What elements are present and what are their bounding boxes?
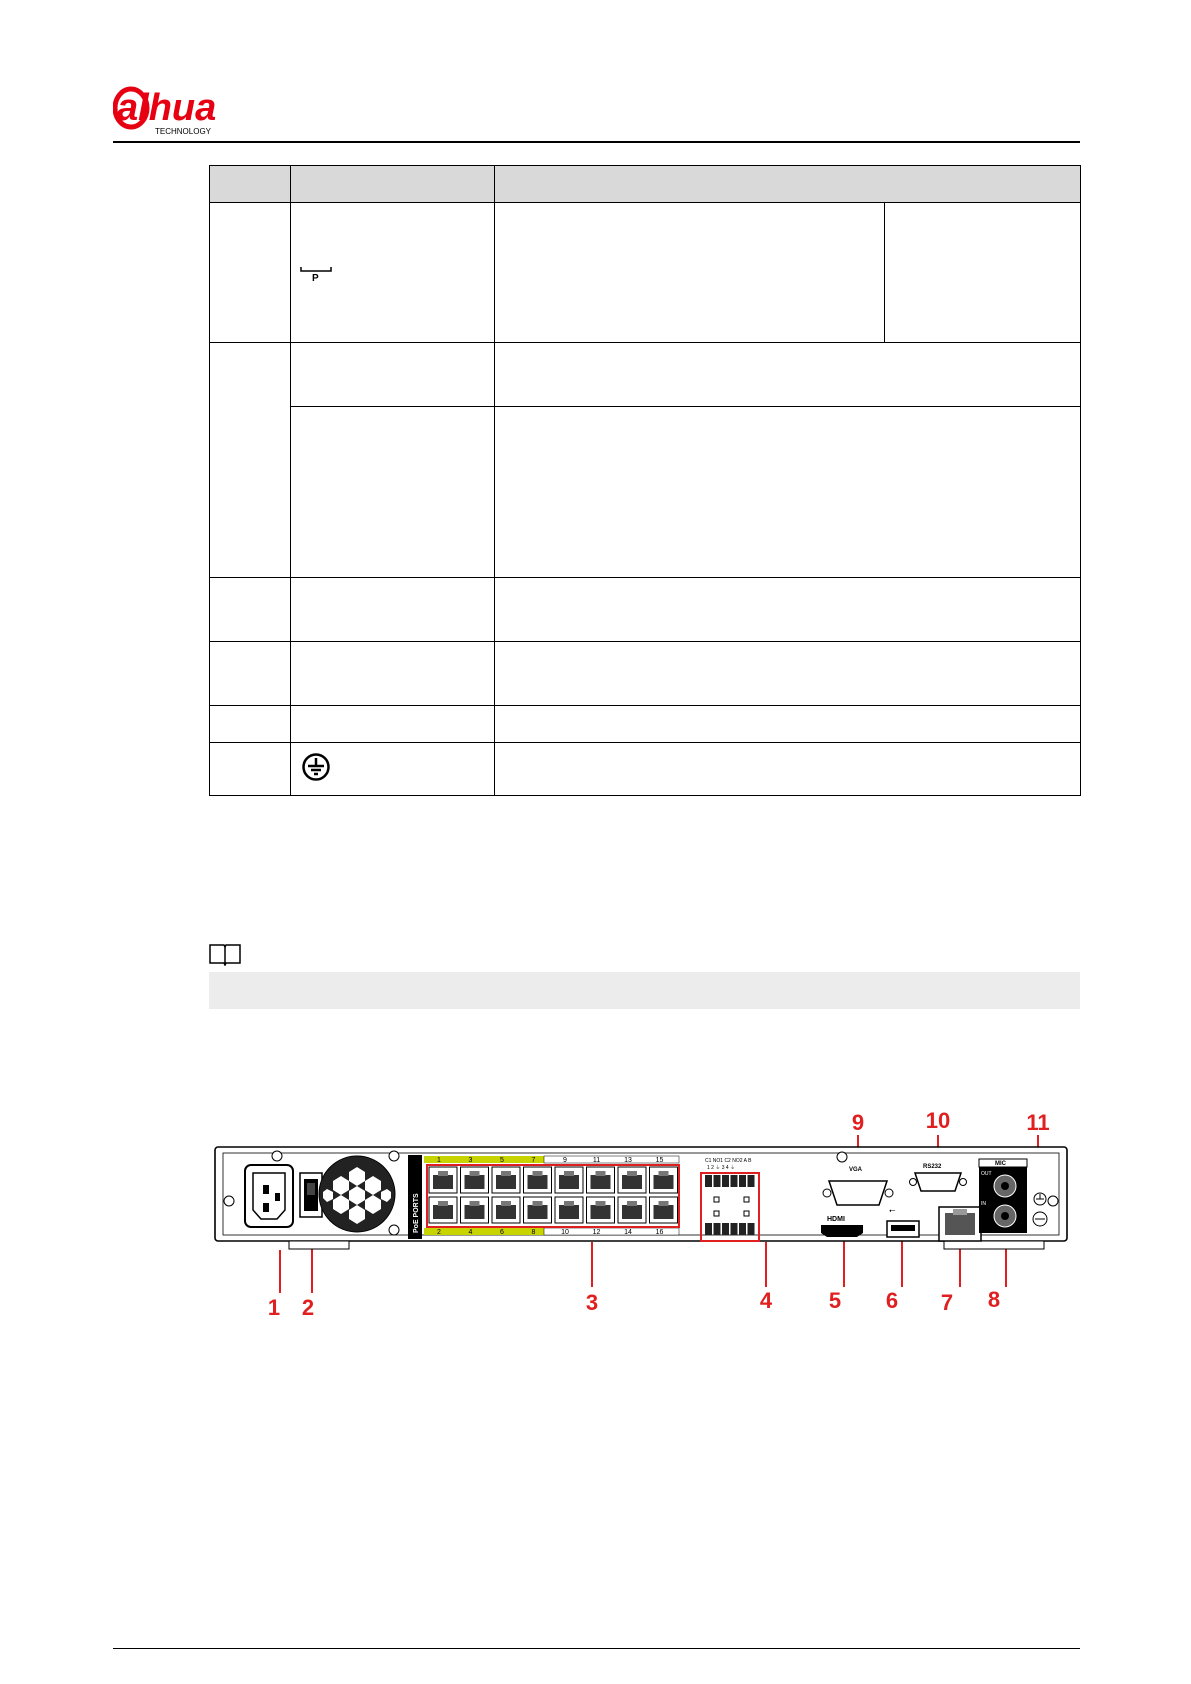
port-number-top: 13 — [624, 1157, 632, 1164]
logo-subtext: TECHNOLOGY — [155, 127, 212, 136]
vga-label: VGA — [849, 1167, 863, 1173]
note-box — [209, 972, 1080, 1009]
callout-11: 11 — [1026, 1110, 1050, 1135]
rj45-port — [555, 1197, 583, 1223]
table-row — [210, 203, 1081, 343]
power-socket-icon — [245, 1165, 293, 1227]
poe-port-icon — [299, 263, 333, 283]
note-book-icon — [208, 942, 242, 966]
mic-out-label: OUT — [981, 1171, 992, 1177]
table-row — [210, 642, 1081, 706]
callout-9: 9 — [851, 1110, 865, 1135]
callout-4: 4 — [759, 1288, 773, 1313]
table-row — [210, 578, 1081, 642]
rj45-port — [461, 1197, 489, 1223]
alarm-terminal — [739, 1223, 746, 1235]
alarm-terminal — [748, 1223, 755, 1235]
alarm-terminal — [731, 1175, 738, 1187]
alarm-header-label: C1 NO1 C2 NO2 A B — [705, 1158, 752, 1164]
port-number-top: 9 — [563, 1157, 567, 1164]
table-header-row — [210, 166, 1081, 203]
rj45-port — [461, 1167, 489, 1193]
hdmi-label: HDMI — [827, 1216, 845, 1223]
alarm-screw — [714, 1197, 719, 1202]
port-number-top: 3 — [468, 1157, 473, 1164]
rj45-port — [587, 1167, 615, 1193]
table-row — [210, 343, 1081, 407]
table-row — [210, 743, 1081, 796]
foot-right — [944, 1241, 1044, 1249]
callout-5: 5 — [828, 1288, 842, 1313]
alarm-screw — [744, 1197, 749, 1202]
spec-table — [209, 165, 1081, 796]
callout-3: 3 — [585, 1290, 599, 1315]
alarm-terminal — [748, 1175, 755, 1187]
port-number-top: 1 — [437, 1157, 441, 1164]
rj45-port — [429, 1167, 457, 1193]
logo-text: alhua — [117, 87, 217, 129]
poe-icon-label: P — [312, 273, 319, 283]
alarm-screw — [714, 1211, 719, 1216]
port-number-bottom: 4 — [468, 1229, 473, 1236]
alarm-terminal — [714, 1175, 721, 1187]
poe-panel-label: PoE PORTS — [413, 1193, 420, 1233]
alarm-terminal — [722, 1175, 729, 1187]
port-number-bottom: 14 — [624, 1229, 632, 1236]
footer-rule — [113, 1648, 1080, 1649]
port-number-bottom: 16 — [655, 1229, 664, 1236]
poe-port-block — [408, 1155, 679, 1239]
callout-2: 2 — [301, 1295, 315, 1320]
mic-audio-block — [979, 1159, 1027, 1233]
rj45-port — [492, 1197, 520, 1223]
rj45-port — [587, 1197, 615, 1223]
rj45-port — [492, 1167, 520, 1193]
alarm-terminal — [722, 1223, 729, 1235]
alarm-terminal — [731, 1223, 738, 1235]
alarm-terminal — [705, 1223, 712, 1235]
header-cell-port — [291, 166, 495, 203]
ground-icon — [301, 752, 331, 782]
header-cell-no — [210, 166, 291, 203]
table-row — [210, 706, 1081, 743]
rj45-port — [524, 1197, 552, 1223]
callout-10: 10 — [925, 1108, 951, 1133]
callout-1: 1 — [267, 1295, 281, 1320]
rear-panel-figure — [209, 1105, 1069, 1325]
rj45-port — [429, 1197, 457, 1223]
port-number-top: 7 — [531, 1157, 536, 1164]
svg-text:⭠: ⭠ — [889, 1206, 896, 1215]
port-number-bottom: 12 — [592, 1229, 601, 1236]
foot-left — [289, 1241, 349, 1249]
callout-7: 7 — [940, 1290, 954, 1315]
rj45-port — [618, 1197, 646, 1223]
port-number-top: 11 — [592, 1157, 601, 1164]
dahua-logo — [113, 86, 273, 136]
port-number-top: 15 — [655, 1157, 664, 1164]
alarm-terminal — [705, 1175, 712, 1187]
rj45-port — [650, 1197, 678, 1223]
fan-grill-icon — [319, 1156, 395, 1232]
mic-in-label: IN — [981, 1201, 986, 1207]
rj45-port — [650, 1167, 678, 1193]
alarm-terminal — [714, 1223, 721, 1235]
rs232-label: RS232 — [923, 1164, 942, 1170]
alarm-screw — [744, 1211, 749, 1216]
callout-8: 8 — [987, 1287, 1001, 1312]
table-row — [210, 407, 1081, 578]
rj45-port — [618, 1167, 646, 1193]
mic-label: MIC — [995, 1161, 1006, 1167]
port-number-bottom: 10 — [561, 1229, 569, 1236]
rj45-port — [555, 1167, 583, 1193]
callout-6: 6 — [885, 1288, 899, 1313]
port-number-bottom: 8 — [531, 1229, 536, 1236]
header-cell-function — [495, 166, 1081, 203]
alarm-sub-label: 1 2 ⏚ 3 4 ⏚ — [707, 1165, 736, 1171]
alarm-terminal — [739, 1175, 746, 1187]
port-number-bottom: 2 — [437, 1229, 441, 1236]
port-number-top: 5 — [500, 1157, 504, 1164]
header-rule — [113, 141, 1080, 143]
network-port-icon — [939, 1207, 981, 1241]
port-number-bottom: 6 — [500, 1229, 504, 1236]
rj45-port — [524, 1167, 552, 1193]
